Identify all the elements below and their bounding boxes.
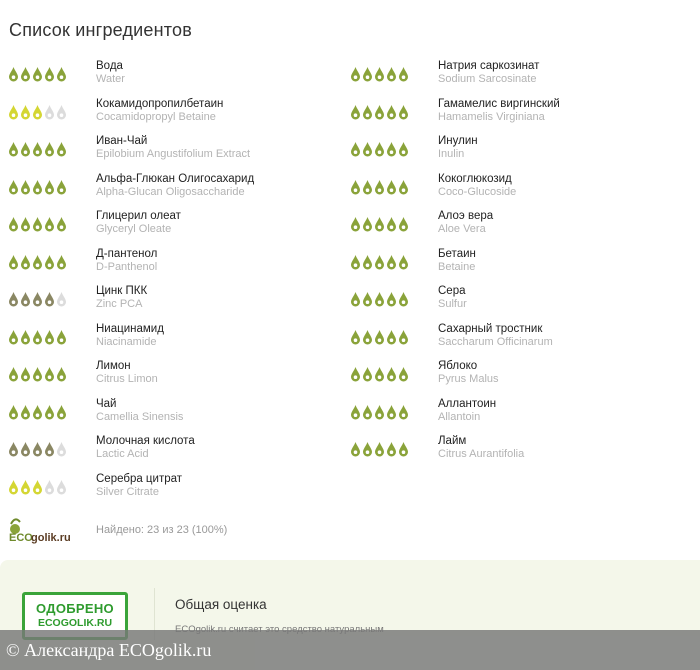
- ingredient-name-latin: Zinc PCA: [96, 298, 143, 310]
- ingredient-name-latin: Glyceryl Oleate: [96, 223, 172, 235]
- ingredient-name-ru: Кокамидопропилбетаин: [96, 97, 224, 110]
- drop-icon: [398, 104, 409, 120]
- ingredient-name-latin: Silver Citrate: [96, 485, 159, 498]
- ingredient-names: [96, 210, 181, 236]
- drop-icon: [362, 366, 373, 382]
- drop-icon: [350, 179, 361, 195]
- drop-icon: [350, 441, 361, 457]
- drop-icon: [374, 179, 385, 195]
- ingredient-row[interactable]: [350, 398, 690, 436]
- logo-text-golik: golik.ru: [31, 532, 71, 544]
- drop-icon: [350, 66, 361, 82]
- ingredient-name-ru: Лайм: [438, 435, 467, 447]
- drop-icon: [32, 66, 43, 82]
- ingredient-names: [96, 60, 125, 86]
- ingredient-name-latin: Camellia Sinensis: [96, 410, 184, 423]
- drop-icon: [386, 404, 397, 420]
- drop-icon: [20, 216, 31, 232]
- drop-icon: [8, 366, 19, 382]
- drop-icon: [374, 141, 385, 157]
- drop-icon: [8, 104, 19, 120]
- logo-text-eco: ECO: [9, 532, 33, 544]
- rating-drops: [8, 210, 96, 232]
- ingredient-name-ru: Яблоко: [438, 360, 478, 372]
- ingredient-name-ru: Серебра цитрат: [96, 472, 183, 485]
- ingredient-names: [96, 173, 254, 199]
- ingredient-name-latin: Aloe Vera: [438, 223, 486, 235]
- rating-drops: [8, 248, 96, 270]
- drop-icon: [44, 179, 55, 195]
- ingredient-name-ru: Сахарный тростник: [438, 322, 543, 335]
- drop-icon: [374, 254, 385, 270]
- drop-icon: [374, 329, 385, 345]
- ingredient-names: [96, 98, 223, 124]
- drop-icon: [44, 254, 55, 270]
- ingredient-name-latin: Alpha-Glucan Oligosaccharide: [96, 185, 245, 198]
- rating-drops: [350, 323, 438, 345]
- drop-icon: [44, 141, 55, 157]
- drop-icon: [386, 104, 397, 120]
- ingredient-name-ru: Гамамелис виргинский: [438, 97, 560, 110]
- drop-icon: [8, 179, 19, 195]
- ingredient-row[interactable]: [8, 360, 348, 398]
- drop-icon: [386, 254, 397, 270]
- ingredient-names: [438, 398, 496, 424]
- ingredient-row[interactable]: [8, 473, 348, 511]
- ingredient-names: [438, 173, 516, 199]
- ingredient-row[interactable]: [350, 285, 690, 323]
- ingredient-name-ru: Чай: [96, 397, 117, 410]
- rating-drops: [350, 210, 438, 232]
- ingredient-names: [438, 60, 539, 86]
- ingredient-row[interactable]: [350, 60, 690, 98]
- drop-icon: [20, 141, 31, 157]
- ingredient-row[interactable]: [8, 435, 348, 473]
- drop-icon: [32, 179, 43, 195]
- badge-line1: ОДОБРЕНО: [36, 601, 114, 616]
- ingredient-name-latin: Allantoin: [438, 410, 481, 423]
- rating-drops: [350, 60, 438, 82]
- ingredient-names: [96, 473, 182, 499]
- ingredient-name-latin: Sulfur: [438, 298, 467, 310]
- ingredient-row[interactable]: [8, 173, 348, 211]
- rating-drops: [8, 135, 96, 157]
- ingredient-row[interactable]: [350, 98, 690, 136]
- ingredient-name-ru: Д-пантенол: [96, 247, 158, 260]
- ingredient-row[interactable]: [8, 98, 348, 136]
- drop-icon: [20, 291, 31, 307]
- drop-icon: [362, 291, 373, 307]
- ingredient-row[interactable]: [8, 248, 348, 286]
- drop-icon: [8, 479, 19, 495]
- drop-icon: [374, 66, 385, 82]
- rating-drops: [8, 473, 96, 495]
- drop-icon: [32, 254, 43, 270]
- ingredient-name-latin: Saccharum Officinarum: [438, 335, 553, 348]
- ingredient-names: [438, 285, 467, 311]
- ingredients-column-right: [350, 60, 690, 473]
- drop-icon: [20, 404, 31, 420]
- drop-icon: [350, 329, 361, 345]
- drop-icon: [56, 329, 67, 345]
- watermark: © Александра ECOgolik.ru: [0, 630, 700, 670]
- drop-icon: [8, 291, 19, 307]
- ingredient-name-latin: Pyrus Malus: [438, 373, 499, 385]
- overall-title: Общая оценка: [175, 597, 267, 612]
- ingredient-name-latin: Niacinamide: [96, 335, 157, 348]
- ingredient-name-ru: Бетаин: [438, 247, 476, 260]
- ingredient-names: [438, 98, 560, 124]
- ingredient-names: [438, 435, 524, 461]
- drop-icon: [44, 366, 55, 382]
- drop-icon: [374, 291, 385, 307]
- drop-icon: [350, 104, 361, 120]
- ingredient-row[interactable]: [350, 135, 690, 173]
- drop-icon: [350, 291, 361, 307]
- drop-icon: [20, 66, 31, 82]
- ingredient-name-ru: Ниацинамид: [96, 322, 164, 335]
- drop-icon: [20, 104, 31, 120]
- drop-icon: [398, 291, 409, 307]
- drop-icon: [350, 141, 361, 157]
- ingredient-row[interactable]: [350, 360, 690, 398]
- drop-icon: [32, 479, 43, 495]
- drop-icon: [56, 479, 67, 495]
- drop-icon: [20, 179, 31, 195]
- rating-drops: [350, 360, 438, 382]
- ingredient-names: [438, 210, 493, 236]
- drop-icon: [362, 404, 373, 420]
- drop-icon: [8, 404, 19, 420]
- drop-icon: [20, 441, 31, 457]
- ingredient-names: [96, 248, 157, 274]
- drop-icon: [32, 291, 43, 307]
- ingredient-name-ru: Лимон: [96, 360, 131, 372]
- drop-icon: [56, 179, 67, 195]
- drop-icon: [374, 104, 385, 120]
- drop-icon: [44, 104, 55, 120]
- ingredient-name-ru: Цинк ПКК: [96, 285, 148, 297]
- drop-icon: [398, 66, 409, 82]
- drop-icon: [362, 254, 373, 270]
- ingredient-names: [96, 360, 158, 386]
- drop-icon: [56, 254, 67, 270]
- ingredient-row[interactable]: [8, 60, 348, 98]
- drop-icon: [386, 216, 397, 232]
- drop-icon: [44, 216, 55, 232]
- drop-icon: [386, 329, 397, 345]
- drop-icon: [32, 404, 43, 420]
- ingredient-name-latin: Epilobium Angustifolium Extract: [96, 148, 251, 160]
- ingredient-name-ru: Иван-Чай: [96, 135, 148, 147]
- rating-drops: [8, 285, 96, 307]
- ingredient-names: [438, 360, 499, 386]
- drop-icon: [386, 441, 397, 457]
- ingredient-row[interactable]: [350, 210, 690, 248]
- ingredient-row[interactable]: [8, 210, 348, 248]
- drop-icon: [362, 104, 373, 120]
- drop-icon: [362, 141, 373, 157]
- drop-icon: [398, 254, 409, 270]
- ingredients-column-left: [8, 60, 348, 510]
- drop-icon: [386, 66, 397, 82]
- drop-icon: [44, 479, 55, 495]
- rating-drops: [350, 435, 438, 457]
- drop-icon: [44, 66, 55, 82]
- drop-icon: [350, 216, 361, 232]
- drop-icon: [20, 479, 31, 495]
- ingredient-names: [96, 398, 183, 424]
- drop-icon: [20, 254, 31, 270]
- drop-icon: [44, 441, 55, 457]
- ingredient-name-latin: D-Panthenol: [96, 260, 158, 273]
- ingredient-row[interactable]: [350, 173, 690, 211]
- ingredient-name-ru: Натрия саркозинат: [438, 60, 540, 72]
- ingredient-row[interactable]: [350, 323, 690, 361]
- drop-icon: [398, 441, 409, 457]
- drop-icon: [44, 404, 55, 420]
- drop-icon: [398, 179, 409, 195]
- drop-icon: [398, 404, 409, 420]
- drop-icon: [362, 329, 373, 345]
- drop-icon: [386, 366, 397, 382]
- ingredient-names: [96, 323, 164, 349]
- drop-icon: [44, 291, 55, 307]
- rating-drops: [8, 60, 96, 82]
- ingredient-names: [96, 435, 195, 461]
- rating-drops: [8, 435, 96, 457]
- ingredient-row[interactable]: [8, 323, 348, 361]
- ingredient-names: [96, 135, 250, 161]
- ingredient-name-latin: Sodium Sarcosinate: [438, 73, 537, 85]
- ingredient-row[interactable]: [8, 398, 348, 436]
- drop-icon: [8, 66, 19, 82]
- ingredient-name-ru: Сера: [438, 285, 466, 297]
- drop-icon: [56, 216, 67, 232]
- rating-drops: [350, 398, 438, 420]
- drop-icon: [398, 216, 409, 232]
- ingredient-name-ru: Аллантоин: [438, 397, 497, 410]
- drop-icon: [20, 329, 31, 345]
- rating-drops: [350, 173, 438, 195]
- drop-icon: [350, 404, 361, 420]
- rating-drops: [350, 248, 438, 270]
- ingredient-names: [438, 135, 478, 161]
- ingredient-name-latin: Lactic Acid: [96, 448, 149, 460]
- drop-icon: [56, 141, 67, 157]
- ingredient-names: [438, 323, 553, 349]
- ingredient-row[interactable]: [8, 135, 348, 173]
- ingredient-names: [96, 285, 147, 311]
- rating-drops: [350, 285, 438, 307]
- drop-icon: [386, 141, 397, 157]
- drop-icon: [56, 366, 67, 382]
- ingredient-name-latin: Water: [96, 73, 125, 85]
- rating-drops: [350, 135, 438, 157]
- drop-icon: [8, 254, 19, 270]
- ingredient-name-ru: Альфа-Глюкан Олигосахарид: [96, 172, 255, 185]
- drop-icon: [56, 104, 67, 120]
- ingredient-name-latin: Cocamidopropyl Betaine: [96, 110, 216, 123]
- drop-icon: [398, 141, 409, 157]
- found-count: Найдено: 23 из 23 (100%): [96, 524, 228, 536]
- ingredient-name-ru: Глицерил олеат: [96, 210, 181, 222]
- ingredient-name-latin: Citrus Limon: [96, 373, 158, 385]
- drop-icon: [8, 216, 19, 232]
- drop-icon: [44, 329, 55, 345]
- results-footer: [8, 512, 227, 548]
- drop-icon: [56, 441, 67, 457]
- drop-icon: [398, 329, 409, 345]
- drop-icon: [374, 366, 385, 382]
- drop-icon: [386, 291, 397, 307]
- ingredient-name-ru: Инулин: [438, 135, 478, 147]
- drop-icon: [32, 141, 43, 157]
- ingredient-name-ru: Вода: [96, 60, 123, 72]
- rating-drops: [8, 98, 96, 120]
- drop-icon: [362, 216, 373, 232]
- ingredient-name-latin: Hamamelis Virginiana: [438, 110, 545, 123]
- drop-icon: [374, 441, 385, 457]
- ingredient-name-ru: Кокоглюкозид: [438, 172, 512, 185]
- ingredient-name-latin: Betaine: [438, 260, 476, 273]
- drop-icon: [350, 254, 361, 270]
- ecogolik-logo[interactable]: [8, 515, 96, 545]
- drop-icon: [8, 329, 19, 345]
- drop-icon: [8, 441, 19, 457]
- badge-line2: ECOGOLIK.RU: [37, 617, 113, 629]
- drop-icon: [362, 179, 373, 195]
- rating-drops: [8, 398, 96, 420]
- drop-icon: [32, 366, 43, 382]
- drop-icon: [32, 441, 43, 457]
- ingredient-row[interactable]: [350, 248, 690, 286]
- rating-drops: [8, 323, 96, 345]
- rating-drops: [8, 360, 96, 382]
- drop-icon: [386, 179, 397, 195]
- drop-icon: [374, 216, 385, 232]
- ingredient-names: [438, 248, 476, 274]
- drop-icon: [362, 441, 373, 457]
- rating-drops: [350, 98, 438, 120]
- drop-icon: [398, 366, 409, 382]
- drop-icon: [56, 66, 67, 82]
- ingredient-row[interactable]: [8, 285, 348, 323]
- drop-icon: [8, 141, 19, 157]
- ingredient-name-latin: Coco-Glucoside: [438, 185, 517, 198]
- drop-icon: [350, 366, 361, 382]
- drop-icon: [32, 216, 43, 232]
- logo-mark: [8, 515, 84, 545]
- drop-icon: [56, 291, 67, 307]
- rating-drops: [8, 173, 96, 195]
- ingredient-name-latin: Inulin: [438, 148, 465, 160]
- drop-icon: [56, 404, 67, 420]
- ingredient-name-ru: Молочная кислота: [96, 435, 195, 447]
- drop-icon: [32, 104, 43, 120]
- page-title: Список ингредиентов: [9, 20, 193, 40]
- drop-icon: [362, 66, 373, 82]
- ingredient-name-latin: Citrus Aurantifolia: [438, 448, 525, 460]
- ingredient-row[interactable]: [350, 435, 690, 473]
- drop-icon: [20, 366, 31, 382]
- drop-icon: [32, 329, 43, 345]
- drop-icon: [374, 404, 385, 420]
- ingredient-name-ru: Алоэ вера: [438, 210, 494, 222]
